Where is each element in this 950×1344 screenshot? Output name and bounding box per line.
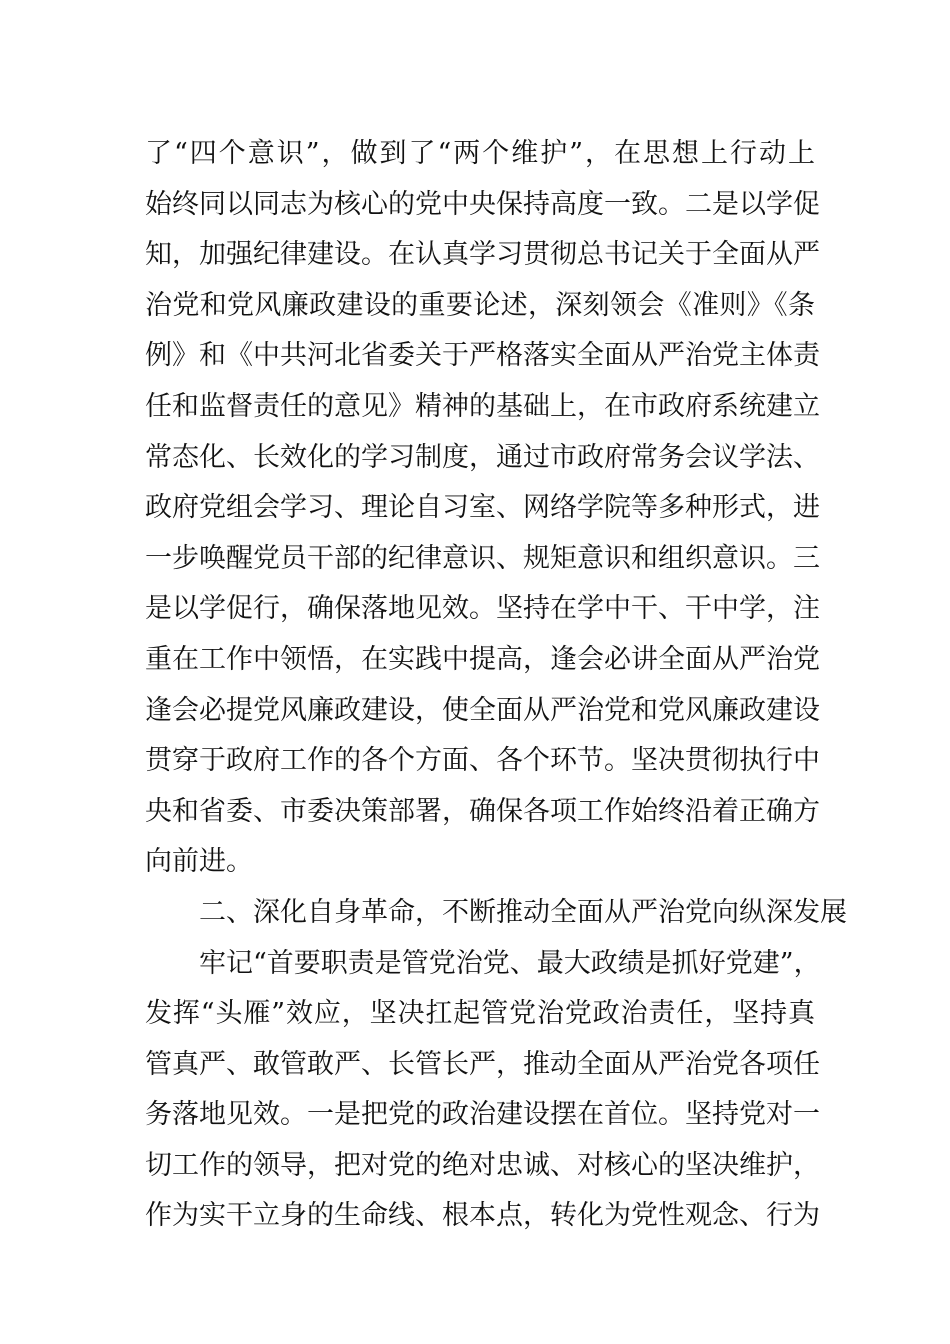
- text-line: 政府党组会学习、理论自习室、网络学院等多种形式，进: [145, 492, 820, 524]
- text-line: 管真严、敢管敢严、长管长严，推动全面从严治党各项任: [145, 1048, 820, 1080]
- text-line: 任和监督责任的意见》精神的基础上，在市政府系统建立: [145, 390, 820, 422]
- text-line: 知，加强纪律建设。在认真学习贯彻总书记关于全面从严: [145, 239, 820, 271]
- section-heading: 二、深化自身革命，不断推动全面从严治党向纵深发展: [199, 896, 847, 928]
- text-line: 向前进。: [145, 846, 253, 878]
- paragraph-1: [145, 129, 820, 888]
- text-line: 了“四个意识”，做到了“两个维护”，在思想上行动上: [145, 138, 815, 169]
- paragraph-2: [145, 939, 821, 1243]
- text-line: 央和省委、市委决策部署，确保各项工作始终沿着正确方: [145, 795, 820, 827]
- text-line: 一步唤醒党员干部的纪律意识、规矩意识和组织意识。三: [145, 542, 820, 574]
- text-line: 务落地见效。一是把党的政治建设摆在首位。坚持党对一: [145, 1099, 820, 1131]
- text-line: 例》和《中共河北省委关于严格落实全面从严治党主体责: [145, 340, 820, 372]
- text-line: 始终同以同志为核心的党中央保持高度一致。二是以学促: [145, 188, 820, 220]
- text-line: 作为实干立身的生命线、根本点，转化为党性观念、行为: [145, 1200, 820, 1232]
- document-body: [145, 129, 847, 1242]
- text-line: 贯穿于政府工作的各个方面、各个环节。坚决贯彻执行中: [145, 745, 820, 777]
- text-line: 重在工作中领悟，在实践中提高，逢会必讲全面从严治党: [145, 643, 820, 675]
- text-line: 发挥“头雁”效应，坚决扛起管党治党政治责任，坚持真: [145, 998, 815, 1030]
- text-line: 是以学促行，确保落地见效。坚持在学中干、干中学，注: [145, 593, 820, 625]
- text-line: 逢会必提党风廉政建设，使全面从严治党和党风廉政建设: [145, 694, 820, 726]
- text-line: 常态化、长效化的学习制度，通过市政府常务会议学法、: [145, 441, 820, 473]
- text-line: 治党和党风廉政建设的重要论述，深刻领会《准则》《条: [145, 289, 815, 321]
- text-line: 切工作的领导，把对党的绝对忠诚、对核心的坚决维护，: [145, 1149, 820, 1181]
- text-line: 牢记“首要职责是管党治党、最大政绩是抓好党建”，: [199, 947, 821, 979]
